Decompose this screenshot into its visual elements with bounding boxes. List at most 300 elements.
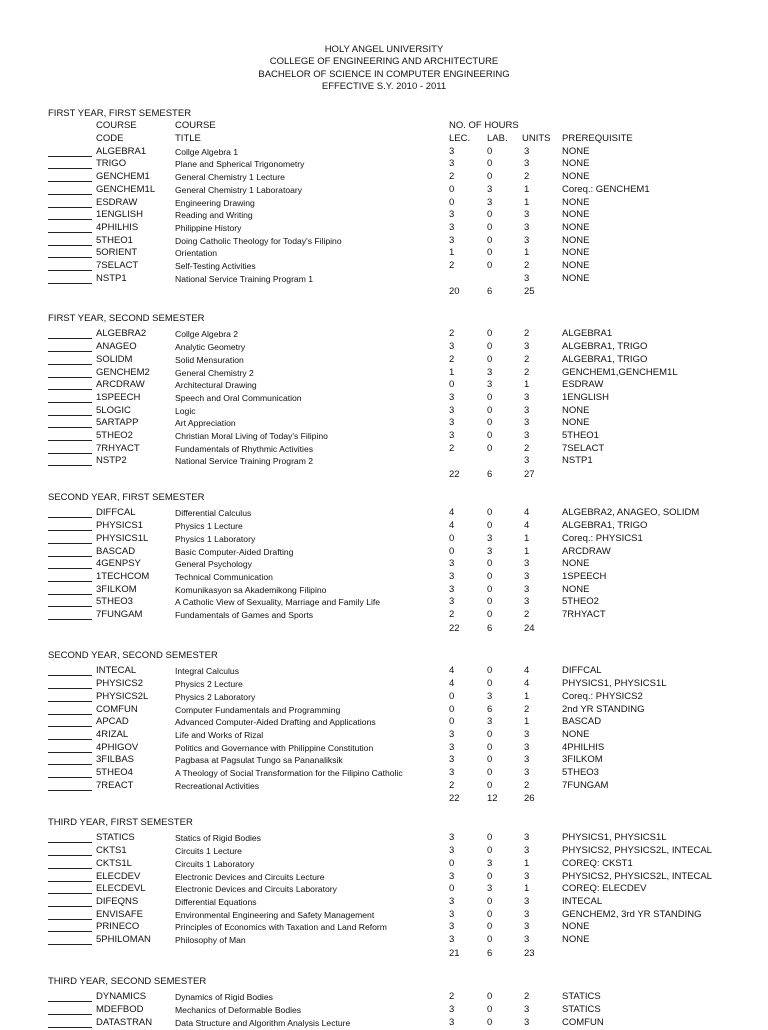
units: 2 [524,171,530,183]
units: 2 [524,991,530,1003]
total-lecture-hours: 21 [449,947,460,959]
units: 3 [524,341,530,353]
course-row [0,443,768,456]
units: 3 [524,908,530,920]
course-title: Electronic Devices and Circuits Laboratory [175,884,337,895]
total-lab-hours: 12 [487,793,498,805]
prerequisite: ESDRAW [562,379,604,391]
lecture-hours: 0 [449,857,455,869]
units: 3 [524,455,530,467]
total-lab-hours: 6 [487,469,493,481]
course-code: NSTP2 [96,455,127,467]
course-row [0,222,768,235]
course-title: Dynamics of Rigid Bodies [175,992,273,1003]
total-units: 23 [524,947,535,959]
lecture-hours: 3 [449,558,455,570]
lecture-hours: 3 [449,430,455,441]
grade-blank-line [48,543,92,544]
prerequisite: PHYSICS2, PHYSICS2L, INTECAL [562,845,712,857]
prerequisite: Coreq.: PHYSICS2 [562,690,643,702]
lab-hours: 0 [487,221,493,233]
course-title: Plane and Spherical Trigonometry [175,159,305,170]
units: 3 [524,870,530,882]
lab-hours: 0 [487,158,493,170]
prerequisite: 5THEO1 [562,430,599,441]
prerequisite: 7FUNGAM [562,779,609,791]
units: 3 [524,934,530,945]
grade-blank-line [48,1027,92,1028]
column-header-code: CODE [96,132,124,144]
course-code: 4GENPSY [96,558,141,570]
lecture-hours: 3 [449,570,455,582]
lab-hours: 6 [487,703,493,715]
lecture-hours: 0 [449,716,455,728]
units: 3 [524,1016,530,1028]
prerequisite: NONE [562,728,590,740]
prerequisite: GENCHEM2, 3rd YR STANDING [562,908,702,920]
semester-total-row [0,793,768,806]
grade-blank-line [48,389,92,390]
lab-hours: 3 [487,857,493,869]
course-row [0,341,768,354]
grade-blank-line [48,739,92,740]
units: 1 [524,690,530,702]
grade-blank-line [48,283,92,284]
total-units: 25 [524,286,535,298]
lab-hours: 0 [487,845,493,857]
grade-blank-line [48,168,92,169]
lecture-hours: 3 [449,596,455,608]
grade-blank-line [48,675,92,676]
lab-hours: 0 [487,596,493,608]
course-row [0,430,768,443]
prerequisite: 7RHYACT [562,609,606,620]
lab-hours: 0 [487,609,493,620]
semester-title: SECOND YEAR, SECOND SEMESTER [48,650,218,661]
course-code: 7RHYACT [96,442,140,454]
grade-blank-line [48,931,92,932]
lecture-hours: 3 [449,767,455,778]
course-row [0,754,768,767]
grade-blank-line [48,919,92,920]
lab-hours: 0 [487,260,493,271]
lecture-hours: 2 [449,991,455,1003]
semester-total-row [0,948,768,961]
course-code: ALGEBRA1 [96,145,147,157]
total-lecture-hours: 20 [449,286,460,298]
lecture-hours: 3 [449,391,455,403]
course-row [0,417,768,430]
course-row [0,596,768,609]
units: 1 [524,545,530,557]
total-lecture-hours: 22 [449,622,460,634]
course-title: Electronic Devices and Circuits Lecture [175,871,325,882]
lecture-hours: 2 [449,171,455,183]
grade-blank-line [48,440,92,441]
lecture-hours: 0 [449,690,455,702]
semester-total-row [0,286,768,299]
units: 2 [524,609,530,620]
course-row [0,921,768,934]
prerequisite: NSTP1 [562,455,593,467]
course-code: 5PHILOMAN [96,934,151,945]
prerequisite: DIFFCAL [562,665,602,677]
course-title: General Chemistry 1 Laboratoary [175,184,303,195]
course-row [0,247,768,260]
course-code: NSTP1 [96,272,127,284]
prerequisite: 1SPEECH [562,570,607,582]
course-title: Basic Computer-Aided Drafting [175,546,294,557]
grade-blank-line [48,453,92,454]
lab-hours: 0 [487,741,493,753]
course-row [0,780,768,793]
course-title: Statics of Rigid Bodies [175,833,261,844]
units: 2 [524,366,530,378]
lab-hours: 0 [487,934,493,945]
course-row [0,845,768,858]
grade-blank-line [48,906,92,907]
course-row [0,691,768,704]
course-row [0,209,768,222]
course-code: 1SPEECH [96,391,141,403]
course-row [0,558,768,571]
course-title: General Psychology [175,559,252,570]
lecture-hours: 3 [449,404,455,416]
lab-hours: 0 [487,728,493,740]
course-title: Analytic Geometry [175,342,246,353]
lab-hours: 0 [487,171,493,183]
grade-blank-line [48,701,92,702]
course-title: Fundamentals of Rhythmic Activities [175,443,314,454]
units: 1 [524,883,530,895]
course-code: 3FILBAS [96,754,135,766]
course-title: Reading and Writing [175,210,253,221]
semester-total-row [0,469,768,482]
lab-hours: 0 [487,507,493,519]
semester-title: FIRST YEAR, SECOND SEMESTER [48,313,205,324]
course-row [0,704,768,717]
course-title: Pagbasa at Pagsulat Tungo sa Pananaliksik [175,755,343,766]
course-code: STATICS [96,832,135,844]
course-code: CKTS1L [96,857,132,869]
course-title: Physics 1 Lecture [175,521,243,532]
course-title: Physics 1 Laboratory [175,533,256,544]
course-title: Physics 2 Laboratory [175,691,256,702]
grade-blank-line [48,270,92,271]
lab-hours: 0 [487,583,493,595]
lecture-hours: 3 [449,583,455,595]
lecture-hours: 3 [449,341,455,353]
lab-hours: 3 [487,883,493,895]
course-code: PHYSICS2L [96,690,149,702]
course-title: Philippine History [175,222,242,233]
grade-blank-line [48,517,92,518]
lab-hours: 3 [487,366,493,378]
lab-hours: 0 [487,767,493,778]
course-code: 7REACT [96,779,134,791]
prerequisite: PHYSICS2, PHYSICS2L, INTECAL [562,870,712,882]
course-title: Fundamentals of Games and Sports [175,610,314,620]
course-code: ELECDEV [96,870,141,882]
course-row [0,533,768,546]
course-code: ESDRAW [96,196,138,208]
lab-hours: 0 [487,430,493,441]
grade-blank-line [48,232,92,233]
grade-blank-line [48,465,92,466]
prerequisite: NONE [562,417,590,429]
course-title: Principles of Economics with Taxation and Land Reform [175,922,387,933]
prerequisite: NONE [562,171,590,183]
prerequisite: 7SELACT [562,442,605,454]
grade-blank-line [48,402,92,403]
course-title: Engineering Drawing [175,197,255,208]
lab-hours: 0 [487,417,493,429]
prerequisite: ALGEBRA2, ANAGEO, SOLIDM [562,507,700,519]
grade-blank-line [48,893,92,894]
grade-blank-line [48,1014,92,1015]
units: 4 [524,665,530,677]
course-row [0,678,768,691]
course-title: Integral Calculus [175,666,240,677]
units: 3 [524,417,530,429]
course-title: Architectural Drawing [175,380,257,391]
column-header-row-1 [0,120,768,132]
course-code: 7FUNGAM [96,609,143,620]
units: 3 [524,1004,530,1016]
total-units: 27 [524,469,535,481]
total-units: 26 [524,793,535,805]
lab-hours: 0 [487,442,493,454]
course-code: BASCAD [96,545,136,557]
prerequisite: NONE [562,583,590,595]
lab-hours: 0 [487,665,493,677]
grade-blank-line [48,257,92,258]
units: 1 [524,183,530,195]
grade-blank-line [48,156,92,157]
course-code: GENCHEM1L [96,183,156,195]
grade-blank-line [48,568,92,569]
grade-blank-line [48,881,92,882]
lab-hours: 0 [487,1004,493,1016]
lab-hours: 0 [487,921,493,933]
course-row [0,367,768,380]
prerequisite: 5THEO2 [562,596,599,608]
lab-hours: 0 [487,570,493,582]
program-name: BACHELOR OF SCIENCE IN COMPUTER ENGINEERING [258,68,510,80]
lab-hours: 0 [487,991,493,1003]
lecture-hours: 4 [449,678,455,690]
units: 3 [524,158,530,170]
grade-blank-line [48,752,92,753]
grade-blank-line [48,594,92,595]
column-header-title: TITLE [175,132,201,144]
course-title: Data Structure and Algorithm Analysis Lecture [175,1017,351,1028]
course-code: 5ARTAPP [96,417,139,429]
lecture-hours: 3 [449,870,455,882]
lecture-hours: 0 [449,883,455,895]
column-header-row-2 [0,133,768,145]
prerequisite: GENCHEM1,GENCHEM1L [562,366,678,378]
units: 3 [524,754,530,766]
course-title: Recreational Activities [175,780,260,791]
course-row [0,1017,768,1030]
lab-hours: 3 [487,532,493,544]
prerequisite: 3FILKOM [562,754,603,766]
prerequisite: PHYSICS1, PHYSICS1L [562,678,667,690]
course-title: Computer Fundamentals and Programming [175,704,341,715]
prerequisite: COREQ: ELECDEV [562,883,647,895]
course-row [0,546,768,559]
lecture-hours: 3 [449,728,455,740]
course-code: ENVISAFE [96,908,143,920]
course-title: Life and Works of Rizal [175,729,264,740]
lecture-hours: 2 [449,609,455,620]
prerequisite: NONE [562,272,590,284]
lecture-hours: 2 [449,442,455,454]
lecture-hours: 2 [449,779,455,791]
course-row [0,507,768,520]
units: 4 [524,520,530,532]
units: 2 [524,779,530,791]
units: 3 [524,845,530,857]
course-row [0,571,768,584]
college-name: COLLEGE OF ENGINEERING AND ARCHITECTURE [269,56,499,68]
course-code: ARCDRAW [96,379,145,391]
lecture-hours: 3 [449,145,455,157]
units: 3 [524,558,530,570]
grade-blank-line [48,790,92,791]
course-title: National Service Training Program 2 [175,456,314,467]
grade-blank-line [48,245,92,246]
lab-hours: 0 [487,234,493,246]
prerequisite: NONE [562,921,590,933]
lecture-hours: 0 [449,545,455,557]
grade-blank-line [48,842,92,843]
lab-hours: 0 [487,353,493,365]
course-code: PHYSICS1 [96,520,143,532]
grade-blank-line [48,556,92,557]
prerequisite: Coreq.: GENCHEM1 [562,183,650,195]
prerequisite: ALGEBRA1, TRIGO [562,520,648,532]
units: 1 [524,379,530,391]
course-code: 4RIZAL [96,728,129,740]
course-code: SOLIDM [96,353,133,365]
lab-hours: 0 [487,145,493,157]
course-row [0,909,768,922]
prerequisite: ALGEBRA1, TRIGO [562,353,648,365]
lecture-hours: 0 [449,183,455,195]
prerequisite: NONE [562,158,590,170]
prerequisite: NONE [562,145,590,157]
total-lab-hours: 6 [487,947,493,959]
prerequisite: 1ENGLISH [562,391,609,403]
course-title: Komunikasyon sa Akademikong Filipino [175,584,327,595]
course-row [0,405,768,418]
lecture-hours: 2 [449,260,455,271]
course-code: MDEFBOD [96,1004,144,1016]
effective-year: EFFECTIVE S.Y. 2010 - 2011 [321,81,447,93]
prerequisite: NONE [562,234,590,246]
lecture-hours: 0 [449,532,455,544]
prerequisite: BASCAD [562,716,602,728]
lab-hours: 0 [487,832,493,844]
course-row [0,171,768,184]
units: 3 [524,391,530,403]
lecture-hours: 3 [449,417,455,429]
course-title: Philosophy of Man [175,935,246,945]
units: 3 [524,404,530,416]
course-row [0,934,768,947]
units: 3 [524,741,530,753]
units: 2 [524,328,530,340]
course-code: DATASTRAN [96,1016,153,1028]
lab-hours: 0 [487,1016,493,1028]
prerequisite: PHYSICS1, PHYSICS1L [562,832,667,844]
units: 2 [524,703,530,715]
lecture-hours: 4 [449,507,455,519]
course-title: Self-Testing Activities [175,261,256,271]
course-row [0,1004,768,1017]
lab-hours: 0 [487,779,493,791]
units: 1 [524,716,530,728]
document-header [0,44,768,94]
course-row [0,896,768,909]
units: 3 [524,145,530,157]
semester-title: THIRD YEAR, FIRST SEMESTER [48,817,193,828]
prerequisite: ALGEBRA1, TRIGO [562,341,648,353]
course-code: APCAD [96,716,129,728]
course-row [0,328,768,341]
units: 2 [524,442,530,454]
grade-blank-line [48,581,92,582]
semester-title: THIRD YEAR, SECOND SEMESTER [48,976,207,987]
column-header-course: COURSE [175,120,216,132]
column-header-lab: LAB. [487,132,508,144]
lab-hours: 0 [487,870,493,882]
lecture-hours: 3 [449,895,455,907]
course-code: 5THEO2 [96,430,133,441]
lab-hours: 3 [487,183,493,195]
course-title: Speech and Oral Communication [175,392,302,403]
course-row [0,742,768,755]
prerequisite: NONE [562,558,590,570]
units: 2 [524,260,530,271]
grade-blank-line [48,207,92,208]
units: 3 [524,767,530,778]
course-title: Orientation [175,248,218,259]
prerequisite: COMFUN [562,1016,604,1028]
course-row [0,991,768,1004]
course-row [0,354,768,367]
course-code: TRIGO [96,158,127,170]
units: 3 [524,895,530,907]
total-lecture-hours: 22 [449,793,460,805]
total-lab-hours: 6 [487,286,493,298]
course-title: Doing Catholic Theology for Today's Filipino [175,235,342,246]
lab-hours: 0 [487,895,493,907]
lecture-hours: 3 [449,209,455,221]
prerequisite: NONE [562,934,590,945]
column-header-units: UNITS [522,132,551,144]
grade-blank-line [48,427,92,428]
total-lab-hours: 6 [487,622,493,634]
course-title: Solid Mensuration [175,354,244,365]
prerequisite: STATICS [562,991,601,1003]
lab-hours: 0 [487,247,493,259]
course-row [0,235,768,248]
course-row [0,871,768,884]
course-code: 5ORIENT [96,247,138,259]
